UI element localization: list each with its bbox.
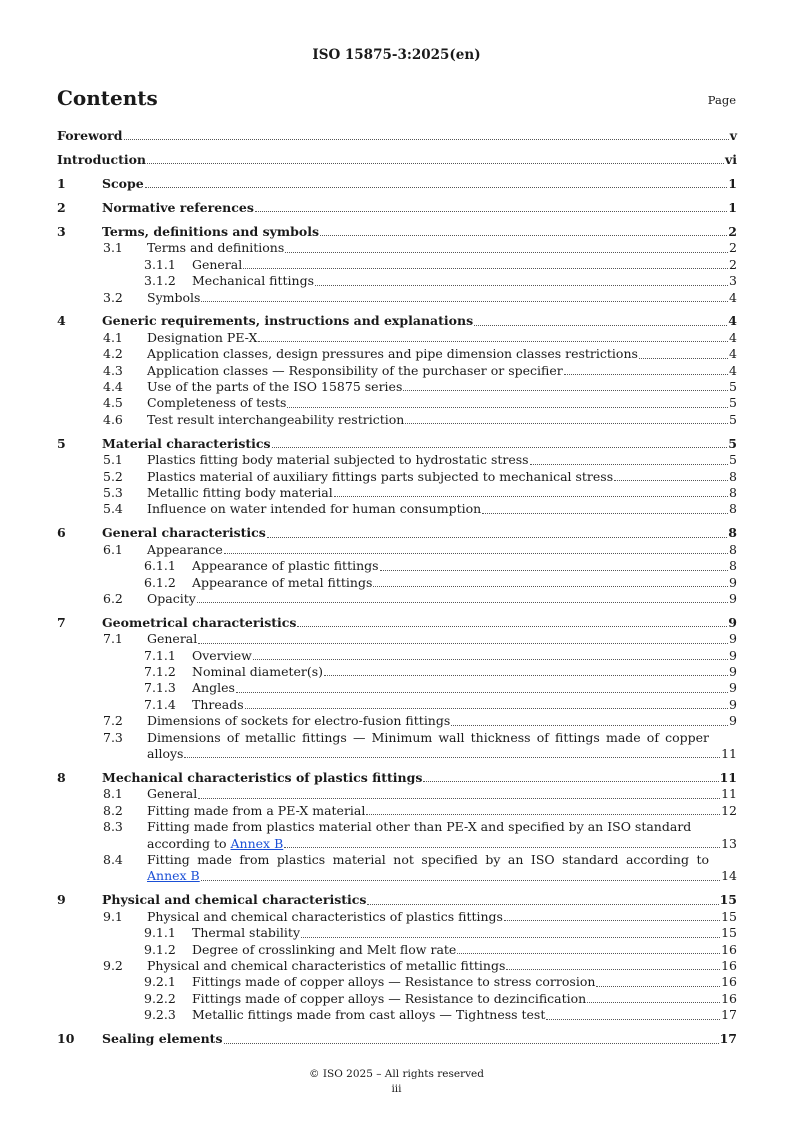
- toc-entry-4[interactable]: 4 Generic requirements, instructions and explanations 4: [57, 313, 737, 329]
- table-of-contents: [57, 128, 737, 1048]
- toc-entry-3[interactable]: 3 Terms, definitions and symbols 2: [57, 223, 737, 239]
- toc-entry-8[interactable]: 8 Mechanical characteristics of plastics fittings 11: [57, 770, 737, 786]
- page-title: Contents: [57, 86, 158, 110]
- toc-entry-3-1-2[interactable]: 3.1.2 Mechanical fittings 3: [144, 273, 737, 289]
- toc-entry-5[interactable]: 5 Material characteristics 5: [57, 435, 737, 451]
- toc-entry-7-1-3[interactable]: 7.1.3 Angles 9: [144, 680, 737, 696]
- page-column-label: Page: [707, 93, 736, 107]
- annex-b-link[interactable]: Annex B: [147, 868, 200, 884]
- toc-entry-4-1[interactable]: 4.1 Designation PE-X 4: [103, 329, 737, 345]
- toc-entry-7-3[interactable]: 7.3 Dimensions of metallic fittings — Minimum wall thickness of fittings made of copper alloys 11: [103, 729, 737, 762]
- toc-entry-5-4[interactable]: 5.4 Influence on water intended for human consumption 8: [103, 501, 737, 517]
- toc-entry-7[interactable]: 7 Geometrical characteristics 9: [57, 614, 737, 630]
- toc-entry-9-1-2[interactable]: 9.1.2 Degree of crosslinking and Melt flow rate 16: [144, 941, 737, 957]
- toc-entry-5-1[interactable]: 5.1 Plastics fitting body material subjected to hydrostatic stress 5: [103, 452, 737, 468]
- toc-entry-introduction[interactable]: Introduction vi: [57, 151, 737, 167]
- toc-entry-7-1[interactable]: 7.1 General 9: [103, 631, 737, 647]
- annex-b-link[interactable]: Annex B: [230, 835, 284, 851]
- toc-entry-4-2[interactable]: 4.2 Application classes, design pressures and pipe dimension classes restrictions 4: [103, 346, 737, 362]
- toc-entry-2[interactable]: 2 Normative references 1: [57, 199, 737, 215]
- toc-entry-4-3[interactable]: 4.3 Application classes — Responsibility of the purchaser or specifier 4: [103, 362, 737, 378]
- copyright-notice: © ISO 2025 – All rights reserved: [309, 1068, 484, 1080]
- toc-entry-4-5[interactable]: 4.5 Completeness of tests 5: [103, 395, 737, 411]
- toc-entry-3-1-1[interactable]: 3.1.1 General 2: [144, 256, 737, 272]
- toc-entry-4-4[interactable]: 4.4 Use of the parts of the ISO 15875 series 5: [103, 379, 737, 395]
- toc-entry-9-2[interactable]: 9.2 Physical and chemical characteristics of metallic fittings 16: [103, 957, 737, 973]
- toc-entry-6-1[interactable]: 6.1 Appearance 8: [103, 541, 737, 557]
- toc-entry-4-6[interactable]: 4.6 Test result interchangeability restriction 5: [103, 411, 737, 427]
- toc-entry-10[interactable]: 10 Sealing elements 17: [57, 1031, 737, 1047]
- toc-entry-9-2-1[interactable]: 9.2.1 Fittings made of copper alloys — Resistance to stress corrosion 16: [144, 974, 737, 990]
- toc-entry-6-1-2[interactable]: 6.1.2 Appearance of metal fittings 9: [144, 574, 737, 590]
- toc-entry-7-2[interactable]: 7.2 Dimensions of sockets for electro-fusion fittings 9: [103, 713, 737, 729]
- toc-entry-9-1-1[interactable]: 9.1.1 Thermal stability 15: [144, 925, 737, 941]
- toc-entry-8-4[interactable]: 8.4 Fitting made from plastics material not specified by an ISO standard according to Annex B 14: [103, 852, 737, 884]
- toc-entry-9-1[interactable]: 9.1 Physical and chemical characteristics of plastics fittings 15: [103, 908, 737, 924]
- toc-entry-9-2-3[interactable]: 9.2.3 Metallic fittings made from cast alloys — Tightness test 17: [144, 1007, 737, 1023]
- document-id-header: ISO 15875-3:2025(en): [312, 47, 481, 63]
- toc-entry-7-1-4[interactable]: 7.1.4 Threads 9: [144, 696, 737, 712]
- toc-entry-6-2[interactable]: 6.2 Opacity 9: [103, 590, 737, 606]
- toc-entry-6[interactable]: 6 General characteristics 8: [57, 525, 737, 541]
- toc-entry-9[interactable]: 9 Physical and chemical characteristics 15: [57, 892, 737, 908]
- toc-entry-3-1[interactable]: 3.1 Terms and definitions 2: [103, 240, 737, 256]
- page-footer: [0, 1067, 793, 1097]
- toc-entry-8-2[interactable]: 8.2 Fitting made from a PE-X material 12: [103, 802, 737, 818]
- toc-entry-8-3[interactable]: 8.3 Fitting made from plastics material other than PE-X and specified by an ISO standard according to Annex B 13: [103, 819, 737, 851]
- toc-entry-7-1-2[interactable]: 7.1.2 Nominal diameter(s) 9: [144, 664, 737, 680]
- page-number: iii: [391, 1083, 402, 1095]
- toc-entry-6-1-1[interactable]: 6.1.1 Appearance of plastic fittings 8: [144, 558, 737, 574]
- toc-entry-1[interactable]: 1 Scope 1: [57, 175, 737, 191]
- toc-entry-7-1-1[interactable]: 7.1.1 Overview 9: [144, 647, 737, 663]
- toc-entry-foreword[interactable]: Foreword v: [57, 128, 737, 143]
- toc-entry-8-1[interactable]: 8.1 General 11: [103, 786, 737, 802]
- toc-entry-3-2[interactable]: 3.2 Symbols 4: [103, 289, 737, 305]
- toc-entry-5-3[interactable]: 5.3 Metallic fitting body material 8: [103, 484, 737, 500]
- toc-entry-9-2-2[interactable]: 9.2.2 Fittings made of copper alloys — Resistance to dezincification 16: [144, 990, 737, 1006]
- toc-entry-5-2[interactable]: 5.2 Plastics material of auxiliary fittings parts subjected to mechanical stress 8: [103, 468, 737, 484]
